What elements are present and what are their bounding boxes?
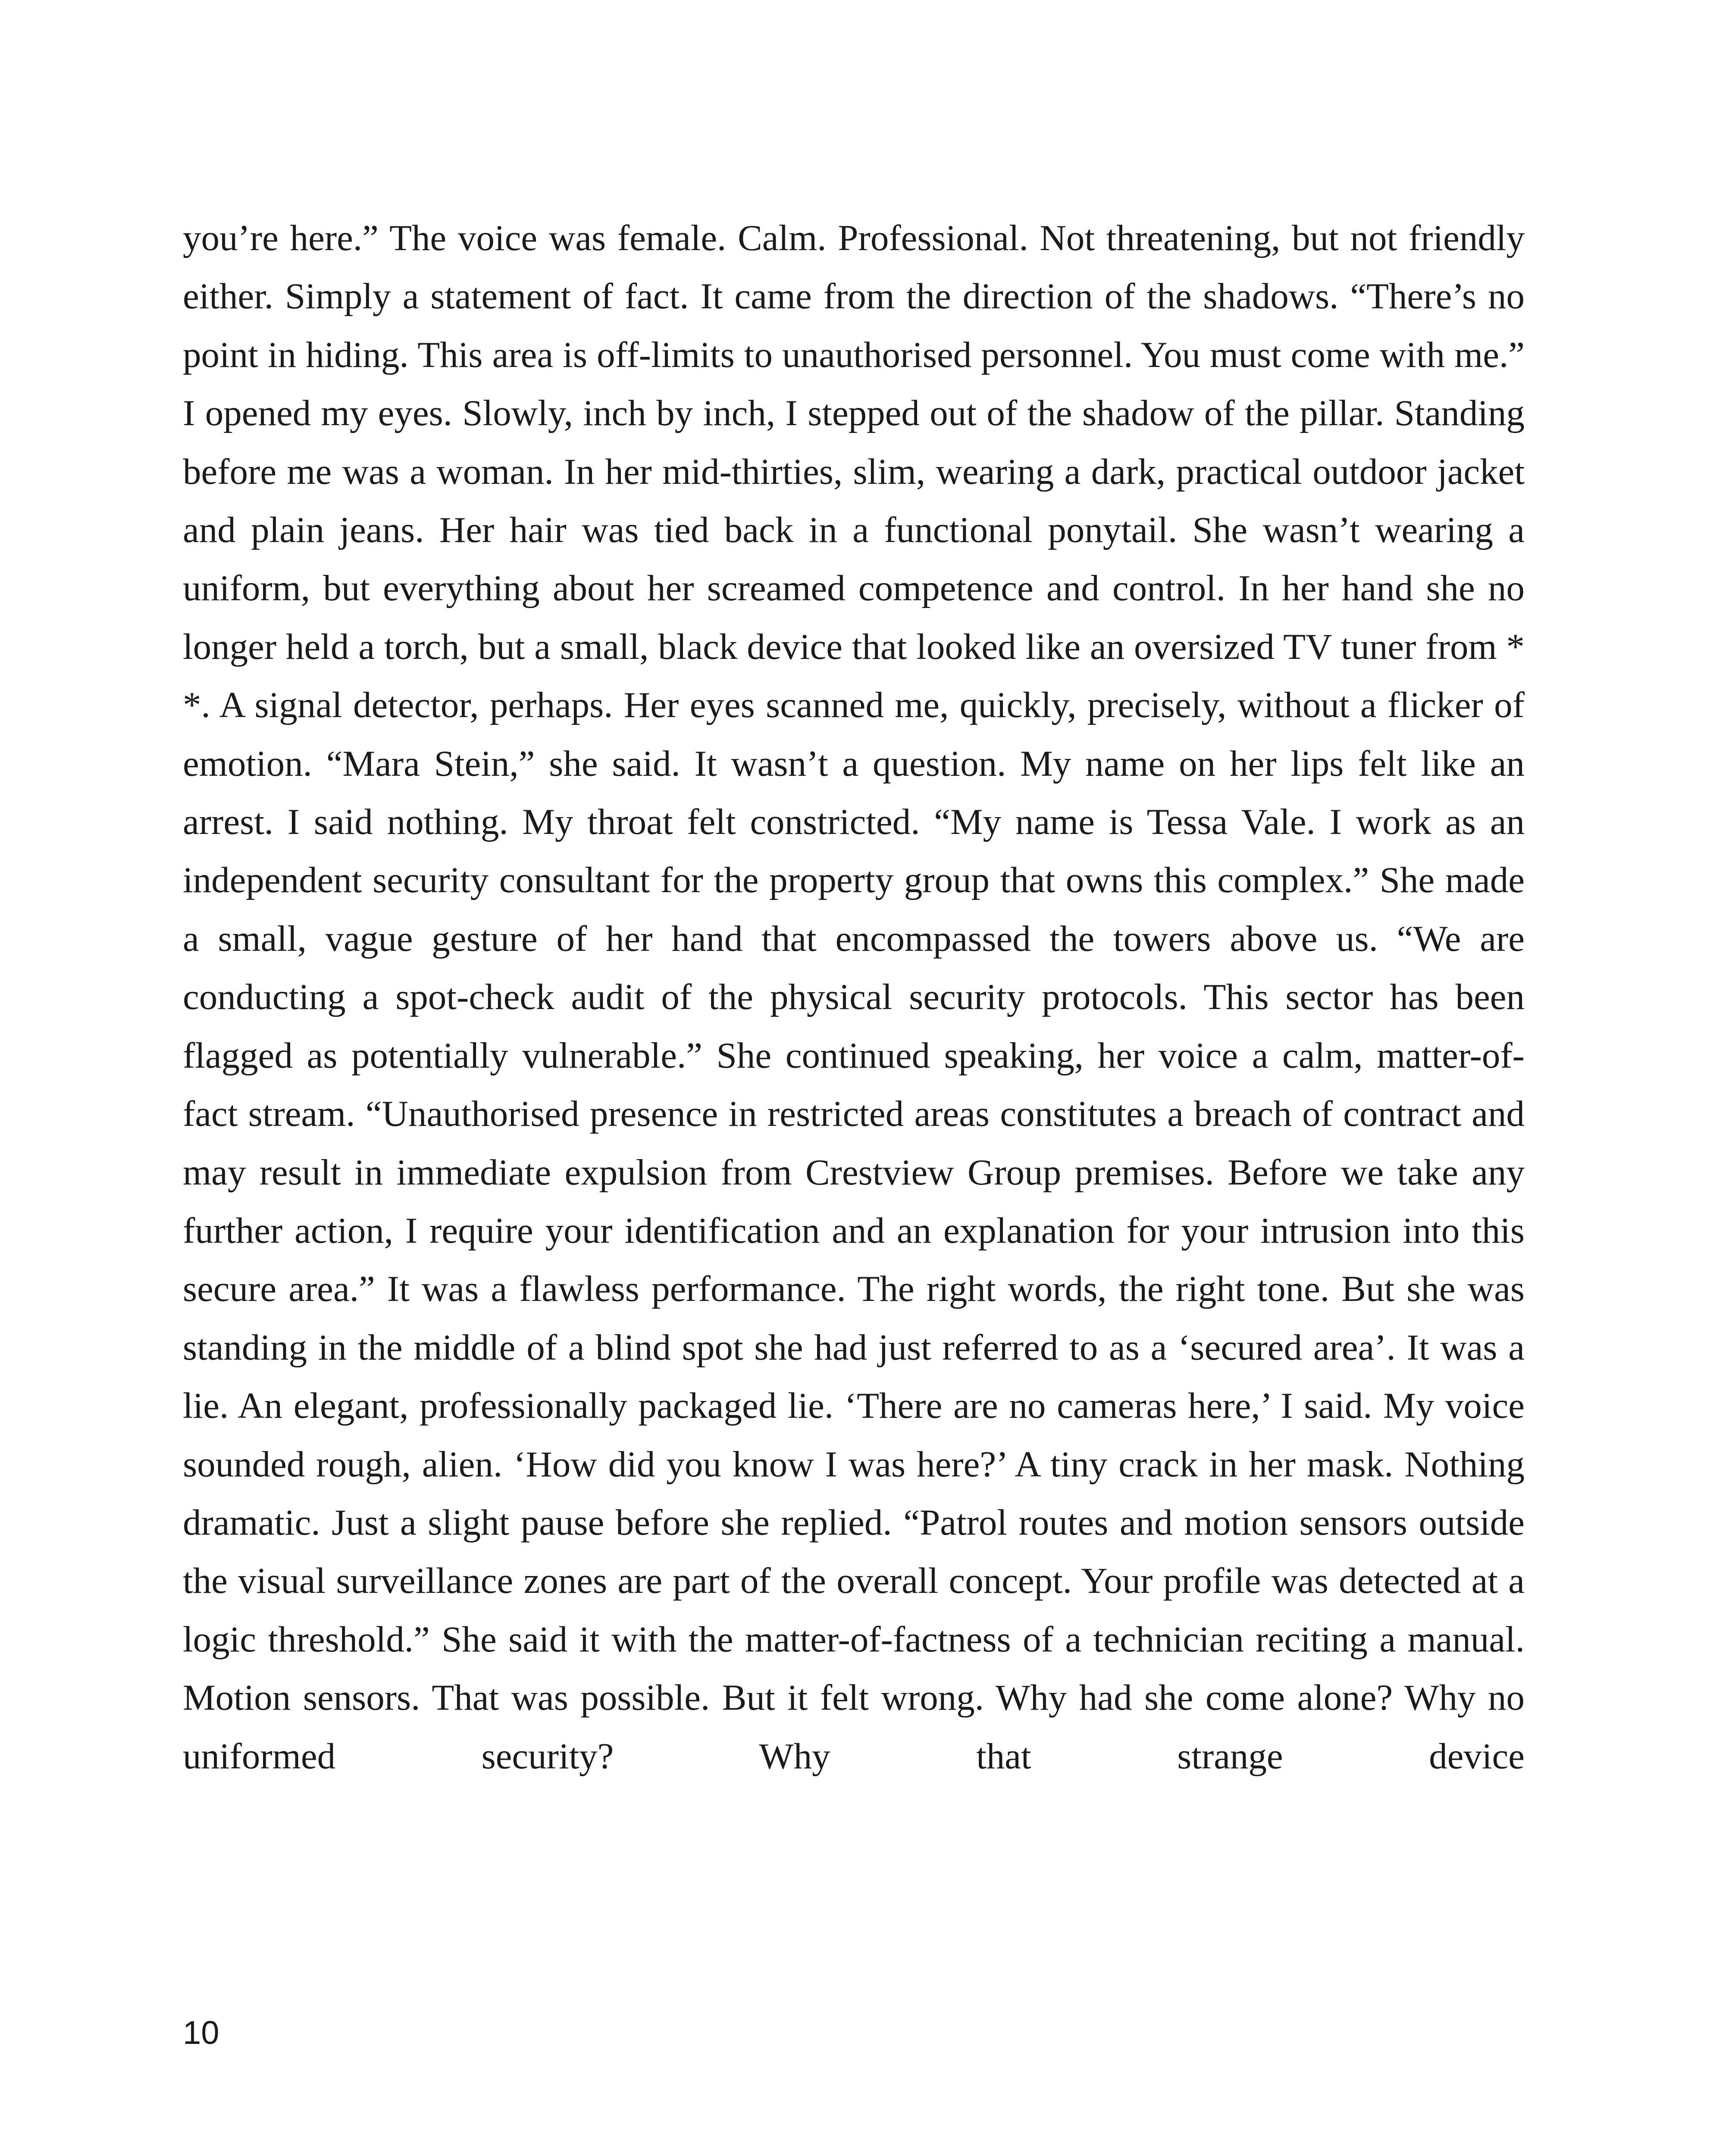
body-paragraph: you’re here.” The voice was female. Calm. Professional. Not threatening, but not friendly either. Simply a statement of fact. It came from the direction of the shadows. “There’s no point in hiding. This area is off-limits to unauthorised personnel. You must come with me.” I opened my eyes. Slowly, inch by inch, I stepped out of the shadow of the pillar. Standing before me was a woman. In her mid-thirties, slim, wearing a dark, practical outdoor jacket and plain jeans. Her hair was tied back in a functional ponytail. She wasn’t wearing a uniform, but everything about her screamed competence and control. In her hand she no longer held a torch, but a small, black device that looked like an oversized TV tuner from * *. A signal detector, perhaps. Her eyes scanned me, quickly, precisely, without a flicker of emotion. “Mara Stein,” she said. It wasn’t a question. My name on her lips felt like an arrest. I said nothing. My throat felt constricted. “My name is Tessa Vale. I work as an independent security consultant for the property group that owns this complex.” She made a small, vague gesture of her hand that encompassed the towers above us. “We are conducting a spot-check audit of the physical security protocols. This sector has been flagged as potentially vulnerable.” She continued speaking, her voice a calm, matter-of-fact stream. “Unauthorised presence in restricted areas constitutes a breach of contract and may result in immediate expulsion from Crestview Group premises. Before we take any further action, I require your identification and an explanation for your intrusion into this secure area.” It was a flawless performance. The right words, the right tone. But she was standing in the middle of a blind spot she had just referred to as a ‘secured area’. It was a lie. An elegant, professionally packaged lie. ‘There are no cameras here,’ I said. My voice sounded rough, alien. ‘How did you know I was here?’ A tiny crack in her mask. Nothing dramatic. Just a slight pause before she replied. “Patrol routes and motion sensors outside the visual surveillance zones are part of the overall concept. Your profile was detected at a logic threshold.” She said it with the matter-of-factness of a technician reciting a manual. Motion sensors. That was possible. But it felt wrong. Why had she come alone? Why no uniformed security? Why that strange device: [183, 218, 1525, 1777]
page-number: 10: [183, 2015, 219, 2051]
